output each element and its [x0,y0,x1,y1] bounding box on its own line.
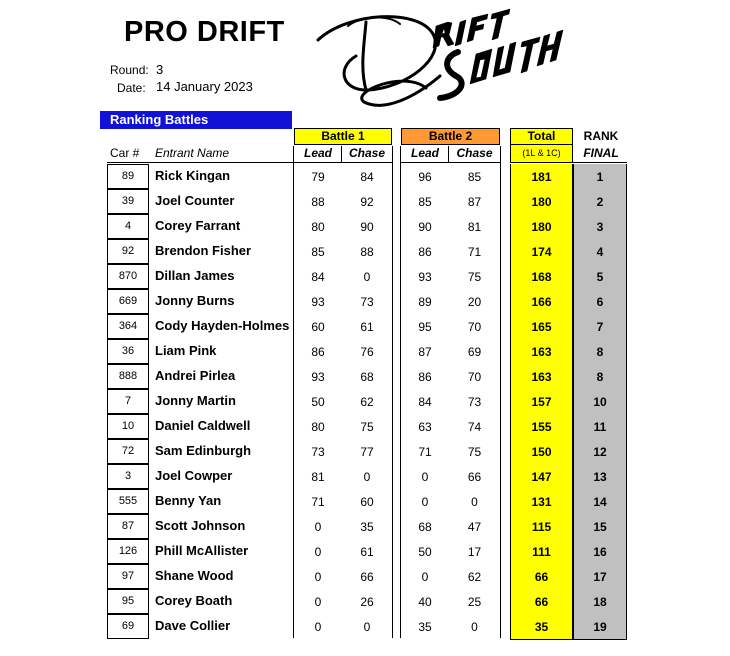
b1-lead-cell: 80 [311,420,325,434]
b1-chase-cell: 0 [363,470,371,484]
date-label: Date: [117,81,146,95]
b1-chase-cell: 0 [363,620,371,634]
rank-cell: 6 [573,289,627,314]
divider [107,162,293,163]
total-cell: 66 [510,564,573,589]
b2-chase-cell: 0 [471,495,478,509]
b1-lead-header: Lead [303,146,332,160]
entrant-name: Corey Farrant [155,218,241,233]
rank-cell: 15 [573,514,627,539]
b1-chase-cell: 77 [360,445,374,459]
entrant-name: Joel Cowper [155,468,233,483]
drift-south-logo [308,6,608,118]
total-cell: 166 [510,289,573,314]
car-number: 87 [107,514,149,539]
battle2-header: Battle 2 [401,128,500,145]
entrant-name: Phill McAllister [155,543,249,558]
rank-cell: 5 [573,264,627,289]
car-number: 555 [107,489,149,514]
car-number: 126 [107,539,149,564]
entrant-name: Sam Edinburgh [155,443,252,458]
b2-chase-cell: 87 [467,195,482,209]
b2-lead-cell: 0 [421,495,429,509]
b2-chase-cell: 85 [467,170,482,184]
b1-chase-cell: 88 [360,245,374,259]
car-number: 870 [107,264,149,289]
b2-chase-cell: 66 [467,470,482,484]
total-cell: 131 [510,489,573,514]
b2-lead-cell: 63 [418,420,432,434]
battle1-header: Battle 1 [294,128,392,145]
b2-lead-cell: 85 [418,195,432,209]
b1-lead-cell: 84 [311,270,325,284]
b2-chase-cell: 70 [467,370,482,384]
b2-chase-cell: 47 [467,520,482,534]
section-title: Ranking Battles [100,111,292,129]
total-header: Total [510,128,573,145]
b2-chase-cell: 75 [467,270,482,284]
b1-lead-cell: 50 [311,395,325,409]
b2-chase-cell: 62 [467,570,482,584]
total-cell: 157 [510,389,573,414]
b1-chase-cell: 60 [360,495,374,509]
entrant-name: Scott Johnson [155,518,246,533]
b1-chase-cell: 76 [360,345,374,359]
car-number: 69 [107,614,149,639]
b1-chase-cell: 90 [360,220,374,234]
total-cell: 111 [510,539,573,564]
total-cell: 168 [510,264,573,289]
b2-lead-cell: 71 [418,445,432,459]
b1-lead-cell: 0 [314,620,322,634]
divider [500,146,501,638]
b1-lead-cell: 79 [311,170,325,184]
b2-lead-cell: 86 [418,245,432,259]
b2-lead-cell: 0 [421,570,429,584]
b2-lead-cell: 96 [418,170,432,184]
rank-cell: 16 [573,539,627,564]
divider [510,162,627,163]
rank-cell: 3 [573,214,627,239]
entrant-name: Brendon Fisher [155,243,252,258]
total-subheader: (1L & 1C) [510,145,573,162]
divider [341,146,342,162]
b2-lead-cell: 90 [418,220,432,234]
rank-cell: 12 [573,439,627,464]
entrant-name: Corey Boath [155,593,233,608]
b2-lead-cell: 0 [421,470,429,484]
b2-lead-cell: 87 [418,345,432,359]
date-value: 14 January 2023 [156,79,253,94]
entrant-name: Jonny Burns [155,293,235,308]
rank-header: RANK [583,129,619,143]
total-cell: 180 [510,189,573,214]
total-cell: 115 [510,514,573,539]
entrant-name: Andrei Pirlea [155,368,236,383]
entrant-name: Benny Yan [155,493,222,508]
total-cell: 35 [510,614,573,639]
total-cell: 174 [510,239,573,264]
b2-chase-cell: 81 [467,220,482,234]
b2-lead-cell: 93 [418,270,432,284]
b2-lead-cell: 68 [418,520,432,534]
entrant-name: Joel Counter [155,193,235,208]
total-cell: 181 [510,164,573,189]
car-number: 36 [107,339,149,364]
b1-lead-cell: 73 [311,445,325,459]
b1-lead-cell: 88 [311,195,325,209]
b1-lead-cell: 0 [314,570,322,584]
car-number: 669 [107,289,149,314]
car-number: 95 [107,589,149,614]
b2-chase-cell: 69 [467,345,482,359]
b2-lead-cell: 86 [418,370,432,384]
total-cell: 66 [510,589,573,614]
divider [448,146,449,162]
b1-chase-cell: 62 [360,395,374,409]
b1-chase-cell: 73 [360,295,374,309]
divider [401,162,500,163]
entrant-name: Jonny Martin [155,393,236,408]
b1-chase-cell: 61 [360,545,374,559]
rank-cell: 8 [573,339,627,364]
b1-chase-cell: 84 [360,170,374,184]
total-cell: 165 [510,314,573,339]
b1-lead-cell: 0 [314,545,322,559]
rank-cell: 13 [573,464,627,489]
b2-chase-cell: 71 [467,245,482,259]
car-number: 10 [107,414,149,439]
rank-cell: 2 [573,189,627,214]
b1-lead-cell: 71 [311,495,325,509]
car-column-header: Car # [110,146,140,160]
rank-cell: 19 [573,614,627,639]
b1-lead-cell: 86 [311,345,325,359]
b1-chase-cell: 61 [360,320,374,334]
b1-lead-cell: 81 [311,470,325,484]
rank-cell: 8 [573,364,627,389]
rank-cell: 7 [573,314,627,339]
rank-cell: 11 [573,414,627,439]
b2-chase-cell: 20 [467,295,482,309]
entrant-name: Dave Collier [155,618,231,633]
rank-cell: 18 [573,589,627,614]
total-cell: 163 [510,339,573,364]
b2-chase-cell: 0 [471,620,478,634]
b1-chase-cell: 75 [360,420,374,434]
b1-chase-cell: 35 [360,520,374,534]
car-number: 72 [107,439,149,464]
b2-lead-cell: 95 [418,320,432,334]
car-number: 888 [107,364,149,389]
car-number: 92 [107,239,149,264]
b1-chase-cell: 0 [363,270,371,284]
b1-chase-cell: 66 [360,570,374,584]
b1-chase-cell: 26 [360,595,374,609]
b2-lead-cell: 89 [418,295,432,309]
total-cell: 147 [510,464,573,489]
entrant-name: Daniel Caldwell [155,418,251,433]
round-label: Round: [110,63,149,77]
round-value: 3 [156,62,164,77]
b2-lead-cell: 50 [418,545,432,559]
entrant-name: Dillan James [155,268,235,283]
b2-chase-cell: 75 [467,445,482,459]
rank-cell: 4 [573,239,627,264]
b1-lead-cell: 0 [314,595,322,609]
total-cell: 155 [510,414,573,439]
b1-lead-cell: 85 [311,245,325,259]
car-number: 3 [107,464,149,489]
entrant-column-header: Entrant Name [155,146,230,160]
final-header: FINAL [583,146,619,160]
rank-cell: 10 [573,389,627,414]
entrant-name: Shane Wood [155,568,234,583]
b2-lead-header: Lead [410,146,439,160]
b2-chase-cell: 74 [467,420,482,434]
b1-lead-cell: 0 [314,520,322,534]
entrant-name: Rick Kingan [155,168,231,183]
b2-chase-cell: 25 [467,595,482,609]
b1-lead-cell: 93 [311,370,325,384]
page-title: PRO DRIFT [124,16,285,48]
total-cell: 180 [510,214,573,239]
b2-lead-cell: 84 [418,395,432,409]
car-number: 364 [107,314,149,339]
total-cell: 150 [510,439,573,464]
car-number: 7 [107,389,149,414]
car-number: 97 [107,564,149,589]
car-number: 89 [107,164,149,189]
car-number: 39 [107,189,149,214]
rank-cell: 1 [573,164,627,189]
divider [510,639,627,640]
b1-chase-cell: 92 [360,195,374,209]
b2-lead-cell: 35 [418,620,432,634]
b1-lead-cell: 93 [311,295,325,309]
b1-chase-header: Chase [348,146,386,160]
rank-cell: 14 [573,489,627,514]
rank-cell: 17 [573,564,627,589]
b2-chase-cell: 73 [467,395,482,409]
b1-chase-cell: 68 [360,370,374,384]
b1-lead-cell: 60 [311,320,325,334]
b2-chase-cell: 17 [467,545,482,559]
b1-lead-cell: 80 [311,220,325,234]
b2-chase-header: Chase [456,146,493,160]
b2-chase-cell: 70 [467,320,482,334]
divider [392,146,393,638]
total-cell: 163 [510,364,573,389]
b2-lead-cell: 40 [418,595,432,609]
entrant-name: Cody Hayden-Holmes [155,318,290,333]
car-number: 4 [107,214,149,239]
entrant-name: Liam Pink [155,343,217,358]
divider [294,162,392,163]
